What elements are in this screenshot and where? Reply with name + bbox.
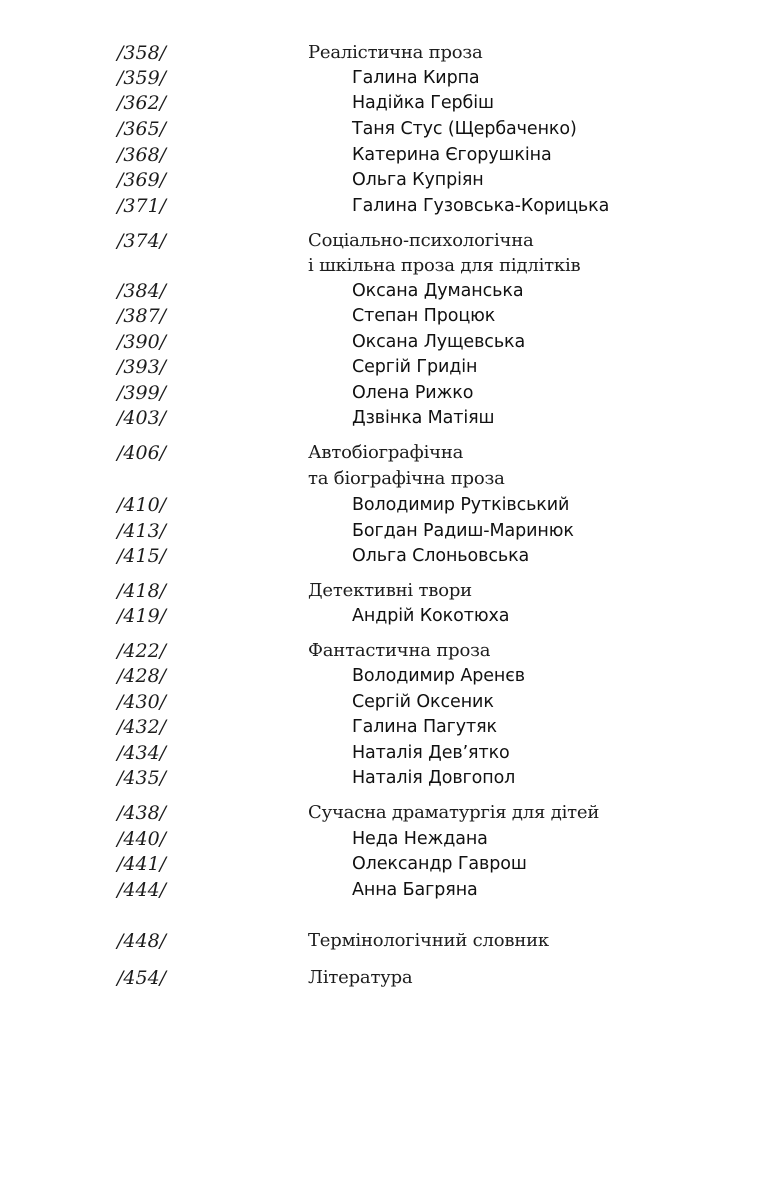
toc-entry xyxy=(0,638,763,664)
toc-entry xyxy=(0,405,763,431)
toc-entry xyxy=(0,492,763,518)
page-number: /374/ xyxy=(117,230,167,252)
toc-entry xyxy=(0,193,763,219)
page-number: /371/ xyxy=(117,195,167,217)
toc-entry xyxy=(0,663,763,689)
toc-entry xyxy=(0,380,763,406)
toc-entry xyxy=(0,228,763,254)
toc-entry xyxy=(0,928,763,954)
author-name: Наталія Довгопол xyxy=(352,768,516,788)
section-title-continued: і шкільна проза для підлітків xyxy=(308,255,581,276)
page-number: /422/ xyxy=(117,640,167,662)
page-number: /419/ xyxy=(117,605,167,627)
toc-entry xyxy=(0,965,763,991)
author-name: Ольга Слоньовська xyxy=(352,546,530,566)
page-number: /406/ xyxy=(117,442,167,464)
page-number: /440/ xyxy=(117,828,167,850)
author-name: Олександр Гаврош xyxy=(352,854,527,874)
author-name: Неда Неждана xyxy=(352,829,488,849)
section-title: Автобіографічна xyxy=(308,442,464,463)
page-number: /441/ xyxy=(117,853,167,875)
toc-entry xyxy=(0,765,763,791)
author-name: Надійка Гербіш xyxy=(352,93,494,113)
page-number: /410/ xyxy=(117,494,167,516)
page-number: /438/ xyxy=(117,802,167,824)
toc-entry xyxy=(0,116,763,142)
section-title: Соціально-психологічна xyxy=(308,230,534,251)
section-title: Реалістична проза xyxy=(308,42,483,63)
author-name: Ольга Купріян xyxy=(352,170,484,190)
page-number: /415/ xyxy=(117,545,167,567)
toc-entry xyxy=(0,354,763,380)
author-name: Оксана Лущевська xyxy=(352,332,526,352)
toc-entry xyxy=(0,466,763,492)
author-name: Сергій Оксеник xyxy=(352,692,494,712)
page-number: /434/ xyxy=(117,742,167,764)
author-name: Наталія Дев’ятко xyxy=(352,743,510,763)
toc-entry xyxy=(0,278,763,304)
page-number: /435/ xyxy=(117,767,167,789)
section-title: Фантастична проза xyxy=(308,640,491,661)
toc-entry xyxy=(0,826,763,852)
toc-entry xyxy=(0,303,763,329)
page-number: /444/ xyxy=(117,879,167,901)
author-name: Андрій Кокотюха xyxy=(352,606,510,626)
page-number: /358/ xyxy=(117,42,167,64)
section-title: Термінологічний словник xyxy=(308,930,549,951)
toc-entry xyxy=(0,253,763,279)
toc-entry xyxy=(0,440,763,466)
toc-entry xyxy=(0,518,763,544)
page-number: /432/ xyxy=(117,716,167,738)
toc-entry xyxy=(0,800,763,826)
toc-entry xyxy=(0,543,763,569)
section-title: Література xyxy=(308,967,413,988)
author-name: Сергій Гридін xyxy=(352,357,478,377)
section-title-continued: та біографічна проза xyxy=(308,468,505,489)
author-name: Володимир Рутківський xyxy=(352,495,570,515)
toc-entry xyxy=(0,329,763,355)
page-number: /393/ xyxy=(117,356,167,378)
page-number: /428/ xyxy=(117,665,167,687)
toc-entry xyxy=(0,40,763,66)
toc-entry xyxy=(0,689,763,715)
page-number: /384/ xyxy=(117,280,167,302)
toc-entry xyxy=(0,714,763,740)
toc-entry xyxy=(0,740,763,766)
author-name: Оксана Думанська xyxy=(352,281,524,301)
toc-entry xyxy=(0,578,763,604)
page-number: /387/ xyxy=(117,305,167,327)
author-name: Таня Стус (Щербаченко) xyxy=(352,119,577,139)
author-name: Галина Пагутяк xyxy=(352,717,498,737)
page-number: /418/ xyxy=(117,580,167,602)
page-number: /362/ xyxy=(117,92,167,114)
toc-entry xyxy=(0,851,763,877)
page-number: /369/ xyxy=(117,169,167,191)
toc-entry xyxy=(0,603,763,629)
author-name: Анна Багряна xyxy=(352,880,478,900)
page-number: /454/ xyxy=(117,967,167,989)
page-number: /448/ xyxy=(117,930,167,952)
page-number: /399/ xyxy=(117,382,167,404)
section-title: Сучасна драматургія для дітей xyxy=(308,802,600,823)
page-number: /359/ xyxy=(117,67,167,89)
toc-entry xyxy=(0,65,763,91)
toc-entry xyxy=(0,142,763,168)
author-name: Олена Рижко xyxy=(352,383,474,403)
author-name: Володимир Аренєв xyxy=(352,666,525,686)
page-number: /430/ xyxy=(117,691,167,713)
author-name: Галина Кирпа xyxy=(352,68,480,88)
author-name: Галина Гузовська-Корицька xyxy=(352,196,610,216)
page-number: /413/ xyxy=(117,520,167,542)
toc-entry xyxy=(0,90,763,116)
toc-entry xyxy=(0,167,763,193)
author-name: Степан Процюк xyxy=(352,306,496,326)
page-number: /368/ xyxy=(117,144,167,166)
page-number: /390/ xyxy=(117,331,167,353)
page-number: /403/ xyxy=(117,407,167,429)
page-number: /365/ xyxy=(117,118,167,140)
toc-entry xyxy=(0,877,763,903)
section-title: Детективні твори xyxy=(308,580,472,601)
author-name: Дзвінка Матіяш xyxy=(352,408,495,428)
author-name: Богдан Радиш-Маринюк xyxy=(352,521,574,541)
author-name: Катерина Єгорушкіна xyxy=(352,145,552,165)
